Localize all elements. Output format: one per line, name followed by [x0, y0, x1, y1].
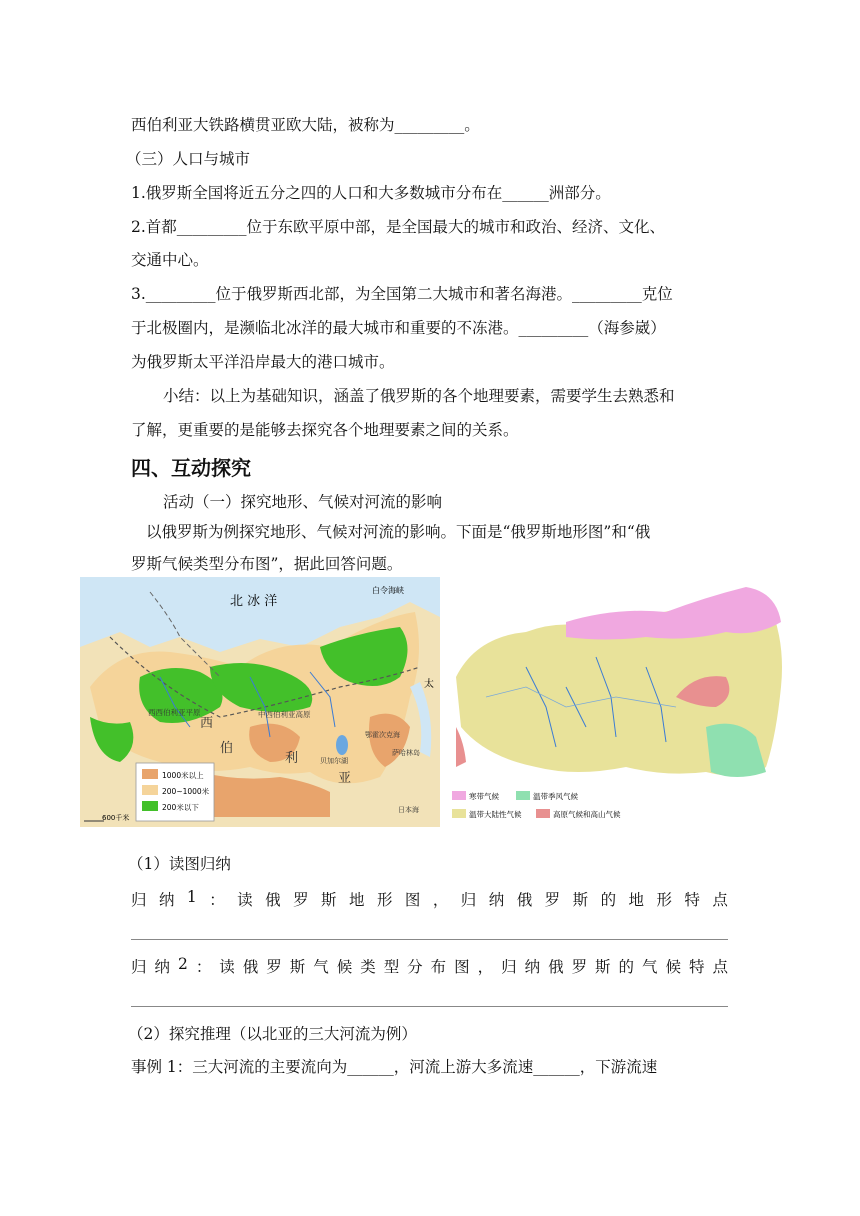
legend-swatch: [516, 791, 530, 800]
terrain-scale: 600千米: [102, 814, 130, 822]
summary-line: 了解，更重要的是能够去探究各个地理要素之间的关系。: [131, 421, 519, 439]
terrain-label-sakhalin: 萨哈林岛: [392, 749, 420, 757]
activity-title: 活动（一）探究地形、气候对河流的影响: [163, 493, 443, 511]
legend-swatch: [536, 809, 550, 818]
text-line: 2.首都_________位于东欧平原中部，是全国最大的城市和政治、经济、文化、: [131, 218, 666, 236]
subsection-title: （三）人口与城市: [126, 150, 251, 168]
text-line: 3._________位于俄罗斯西北部，为全国第二大城市和著名海港。_________克位: [131, 285, 673, 303]
terrain-label-west: 西: [200, 716, 214, 731]
text-line: 交通中心。: [131, 251, 209, 269]
question-1-title: （1）读图归纳: [128, 855, 231, 873]
answer-line[interactable]: [131, 1006, 728, 1007]
text-line: 西伯利亚大铁路横贯亚欧大陆，被称为_________。: [131, 116, 480, 134]
summary-line: 小结：以上为基础知识，涵盖了俄罗斯的各个地理要素，需要学生去熟悉和: [163, 387, 675, 405]
legend-swatch: [452, 791, 466, 800]
terrain-label-plain: 西西伯利亚平原: [148, 708, 201, 717]
terrain-label-bering: 白令海峡: [372, 586, 404, 595]
legend-label: 寒带气候: [469, 792, 499, 801]
terrain-label-ya: 亚: [338, 771, 352, 786]
terrain-label-japan: 日本海: [398, 806, 419, 814]
terrain-label-bo: 伯: [220, 741, 234, 756]
terrain-label-baikal: 贝加尔湖: [320, 757, 348, 765]
terrain-label-tai: 太: [424, 679, 434, 690]
answer-line[interactable]: [131, 939, 728, 940]
terrain-label-plateau: 中西伯利亚高原: [258, 710, 311, 719]
terrain-label-ocean: 北 冰 洋: [230, 594, 278, 609]
legend-swatch: [142, 769, 158, 779]
climate-map: [446, 577, 800, 827]
terrain-legend: [136, 763, 214, 821]
activity-intro: 罗斯气候类型分布图”，据此回答问题。: [131, 555, 403, 573]
text-line: 为俄罗斯太平洋沿岸最大的港口城市。: [131, 353, 395, 371]
text-line: 于北极圈内，是濒临北冰洋的最大城市和重要的不冻港。_________（海参崴）: [131, 319, 666, 337]
induction-2: 归 纳 2 ： 读 俄 罗 斯 气 候 类 型 分 布 图 ， 归 纳 俄 罗 斯 的 气 候 特 点: [131, 955, 728, 976]
question-2-title: （2）探究推理（以北亚的三大河流为例）: [128, 1025, 417, 1043]
legend-label: 温带大陆性气候: [469, 810, 522, 819]
legend-swatch: [452, 809, 466, 818]
legend-swatch: [142, 801, 158, 811]
legend-label: 200~1000米: [162, 787, 210, 796]
legend-label: 温带季风气候: [533, 792, 578, 801]
legend-label: 200米以下: [162, 803, 199, 812]
legend-label: 高原气候和高山气候: [553, 810, 621, 819]
example-1: 事例 1：三大河流的主要流向为______，河流上游大多流速______，下游流速: [131, 1058, 658, 1076]
text-line: 1.俄罗斯全国将近五分之四的人口和大多数城市分布在______洲部分。: [131, 184, 611, 202]
terrain-label-okhotsk: 鄂霍次克海: [365, 731, 400, 739]
activity-intro: 以俄罗斯为例探究地形、气候对河流的影响。下面是“俄罗斯地形图”和“俄: [146, 523, 651, 541]
legend-swatch: [142, 785, 158, 795]
section-heading: 四、互动探究: [131, 456, 251, 480]
terrain-map: [80, 577, 440, 827]
induction-1: 归 纳 1 ： 读 俄 罗 斯 地 形 图 ， 归 纳 俄 罗 斯 的 地 形 特 点: [131, 888, 728, 909]
terrain-label-li: 利: [285, 751, 299, 766]
legend-label: 1000米以上: [162, 771, 204, 780]
